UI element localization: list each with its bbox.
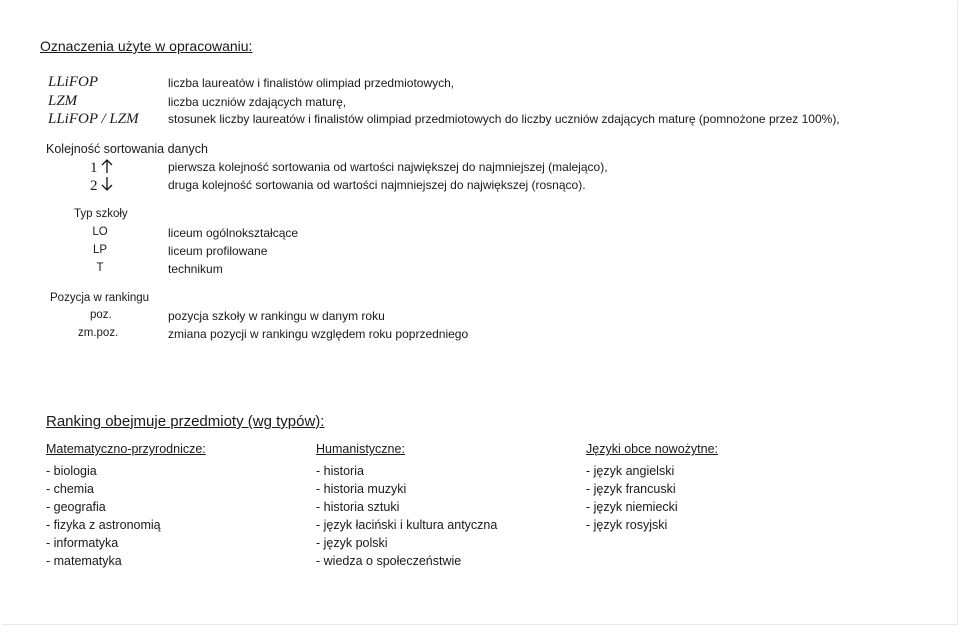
- ranking-position-code: poz.: [90, 309, 112, 321]
- column-heading: Matematyczno-przyrodnicze:: [46, 442, 206, 456]
- abbr-desc: stosunek liczby laureatów i finalistów olimpiad przedmiotowych do liczby uczniów zdających maturę (pomnożone przez 100%),: [168, 112, 840, 126]
- subject-item: - język francuski: [586, 482, 676, 496]
- subject-item: - biologia: [46, 464, 97, 478]
- school-type-code: T: [96, 262, 104, 274]
- subject-item: - język polski: [316, 536, 388, 550]
- ranking-title: Ranking obejmuje przedmioty (wg typów):: [46, 413, 325, 430]
- abbr-code: LLiFOP / LZM: [48, 111, 139, 127]
- school-type-heading: Typ szkoły: [74, 208, 128, 220]
- school-type-desc: technikum: [168, 262, 223, 276]
- subject-item: - historia sztuki: [316, 500, 400, 514]
- subject-item: - fizyka z astronomią: [46, 518, 161, 532]
- subject-item: - chemia: [46, 482, 94, 496]
- abbr-code: LZM: [48, 93, 78, 109]
- subject-column-humanities: [316, 442, 497, 572]
- subject-item: - język niemiecki: [586, 500, 678, 514]
- sort-number: 2: [90, 178, 98, 194]
- ranking-position-heading: Pozycja w rankingu: [50, 292, 150, 304]
- abbr-desc: liczba uczniów zdających maturę,: [168, 95, 347, 109]
- sort-number: 1: [90, 160, 98, 176]
- ranking-position-desc: zmiana pozycji w rankingu względem roku poprzedniego: [168, 327, 469, 341]
- sort-desc: pierwsza kolejność sortowania od wartości największej do najmniejszej (malejąco),: [168, 160, 608, 174]
- subject-item: - język angielski: [586, 464, 675, 478]
- subject-item: - informatyka: [46, 536, 119, 550]
- subject-item: - matematyka: [46, 554, 122, 568]
- subject-item: - język rosyjski: [586, 518, 668, 532]
- subject-column-languages: [586, 442, 718, 536]
- school-type-desc: liceum ogólnokształcące: [168, 226, 299, 240]
- column-heading: Humanistyczne:: [316, 442, 405, 456]
- arrow-down-icon: [100, 176, 114, 192]
- column-heading: Języki obce nowożytne:: [586, 442, 719, 456]
- sort-marker-second: [90, 176, 114, 195]
- abbr-code: LLiFOP: [48, 74, 99, 90]
- sorting-heading: Kolejność sortowania danych: [46, 142, 208, 156]
- school-type-desc: liceum profilowane: [168, 244, 268, 258]
- ranking-position-code: zm.poz.: [78, 327, 119, 339]
- school-type-code: LP: [92, 244, 108, 256]
- abbr-desc: liczba laureatów i finalistów olimpiad przedmiotowych,: [168, 76, 455, 90]
- section-title: Oznaczenia użyte w opracowaniu:: [40, 38, 253, 54]
- subject-item: - historia: [316, 464, 364, 478]
- sort-marker-first: [90, 158, 114, 177]
- arrow-up-icon: [100, 158, 114, 174]
- subject-item: - język łaciński i kultura antyczna: [316, 518, 498, 532]
- school-type-code: LO: [92, 226, 108, 238]
- subject-item: - historia muzyki: [316, 482, 407, 496]
- ranking-position-desc: pozycja szkoły w rankingu w danym roku: [168, 309, 385, 323]
- subject-item: - wiedza o społeczeństwie: [316, 554, 462, 568]
- subject-column-science: [46, 442, 206, 572]
- sort-desc: druga kolejność sortowania od wartości najmniejszej do największej (rosnąco).: [168, 178, 586, 192]
- subject-item: - geografia: [46, 500, 106, 514]
